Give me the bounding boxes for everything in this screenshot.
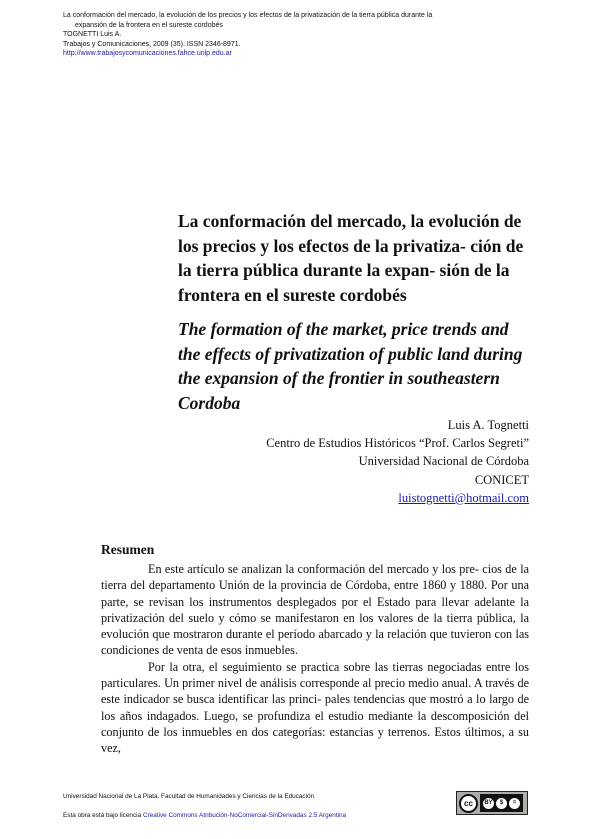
abstract-heading: Resumen <box>101 542 155 557</box>
author-university: Universidad Nacional de Córdoba <box>358 454 529 469</box>
author-agency: CONICET <box>474 472 529 487</box>
title-spanish: La conformación del mercado, la evolución de los precios y los efectos de la privatiza- ción de la tierra pública durante la expan- sión de la frontera en el sureste cordobés <box>178 211 524 305</box>
header-title-line-cont: expansión de la frontera en el sureste cordobés <box>75 21 223 29</box>
abstract-paragraph-1: En este artículo se analizan la conformación del mercado y los pre- cios de la tierra del departamento Unión de la provincia de Córdoba, entre 1860 y 1880. Por una parte, se revisan los instrumentos desplegados por el Estado para llevar adelante la privatización del suelo y cómo se manifestaron en los valores de la tierra pública, la evolución que mostraron durante el período abarcado y la relación que tuvieron con las condiciones de venta de esos inmuebles. <box>101 562 529 658</box>
title-block <box>178 209 528 415</box>
author-affiliation <box>149 416 529 507</box>
running-header <box>63 11 533 59</box>
footer-institution: Universidad Nacional de La Plata. Facultad de Humanidades y Ciencias de la Educación <box>63 793 315 800</box>
footer-license-prefix: Esta obra está bajo licencia <box>63 812 142 819</box>
attribution-icon: BY <box>483 798 494 809</box>
creative-commons-badge[interactable] <box>456 791 528 815</box>
header-author: TOGNETTI Luis A. <box>63 31 122 39</box>
author-center: Centro de Estudios Históricos “Prof. Carlos Segreti” <box>266 436 529 451</box>
cc-license-icons <box>480 794 523 812</box>
abstract-section <box>101 541 529 757</box>
footer-license <box>63 812 463 819</box>
author-name: Luis A. Tognetti <box>447 418 529 432</box>
cc-logo-icon: cc <box>459 794 478 813</box>
abstract-paragraph-2: Por la otra, el seguimiento se practica sobre las tierras negociadas entre los particulares. Un primer nivel de análisis corresponde al precio medio anual. A través de este indicador se busca identificar las princi- pales tendencias que mostró a lo largo de los años indagados. Luego, se profundiza el estudio mediante la descomposición del conjunto de los inmuebles en dos categorías: estancias y terrenos. Estos últimos, a su vez, <box>101 659 529 756</box>
noderivatives-icon: = <box>509 798 520 809</box>
header-journal: Trabajos y Comunicaciones, 2009 (35). ISSN 2346-8971. <box>63 40 241 48</box>
title-english: The formation of the market, price trends and the effects of privatization of public land during the expansion of the frontier in southeastern Cordoba <box>178 319 523 413</box>
header-title-line: La conformación del mercado, la evolución de los precios y los efectos de la privatización de la tierra pública durante la <box>63 12 433 19</box>
noncommercial-icon: $ <box>496 798 507 809</box>
author-email-link[interactable]: luistognetti@hotmail.com <box>398 490 529 505</box>
footer-license-link[interactable]: Creative Commons Atribución-NoComercial-SinDerivadas 2.5 Argentina <box>142 812 347 819</box>
header-url-link[interactable]: http://www.trabajosycomunicaciones.fahce.unlp.edu.ar <box>63 50 232 58</box>
